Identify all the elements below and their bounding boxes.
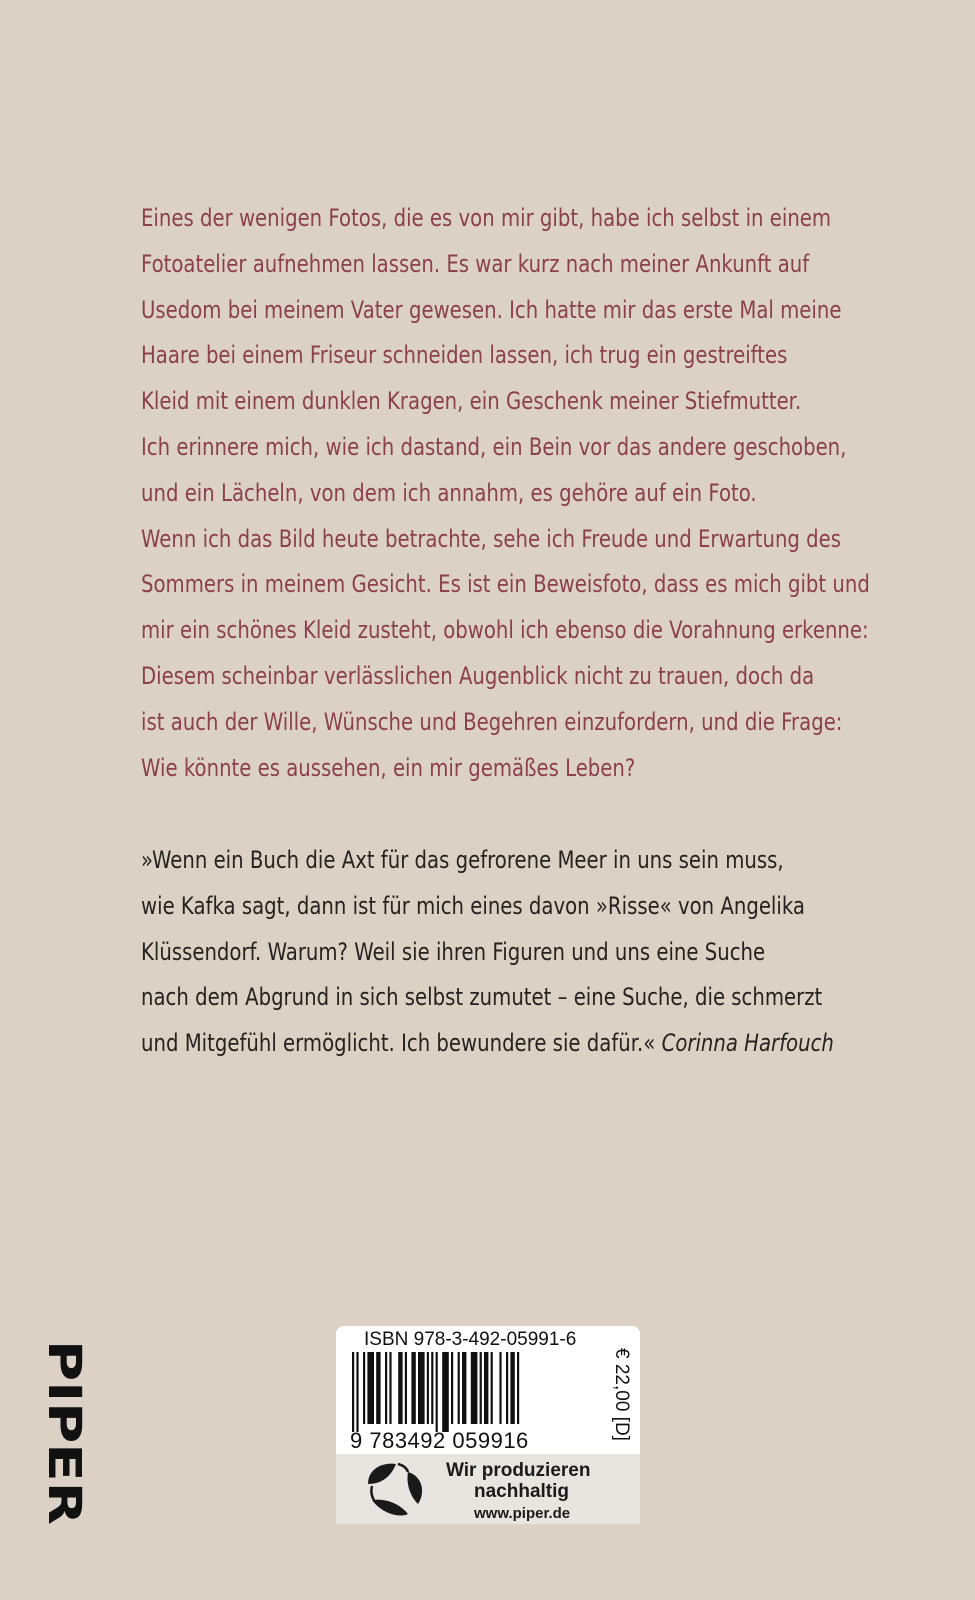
excerpt-line: Wie könnte es aussehen, ein mir gemäßes Leben? — [141, 753, 636, 782]
excerpt-line: Ich erinnere mich, wie ich dastand, ein Bein vor das andere geschoben, — [141, 432, 847, 461]
barcode-bar — [398, 1352, 402, 1424]
quote-line: nach dem Abgrund in sich selbst zumutet – eine Suche, die schmerzt — [141, 983, 823, 1012]
barcode-bar — [376, 1352, 380, 1424]
barcode-bar — [363, 1352, 365, 1424]
eco-slogan-line1: Wir produzieren — [446, 1460, 591, 1481]
leaf-cycle-icon — [362, 1458, 432, 1522]
barcode-bar — [411, 1352, 415, 1424]
blurb-quote — [141, 838, 834, 1067]
excerpt-line: Fotoatelier aufnehmen lassen. Es war kurz nach meiner Ankunft auf — [141, 249, 810, 278]
eco-slogan-line2: nachhaltig — [474, 1481, 570, 1502]
barcode-bar — [510, 1352, 514, 1424]
sustainability-badge — [336, 1454, 640, 1524]
barcode-bar — [385, 1352, 387, 1424]
price-label: € 22,00 [D] — [611, 1348, 632, 1441]
barcode-bar — [418, 1352, 425, 1424]
excerpt-line: und ein Lächeln, von dem ich annahm, es gehöre auf ein Foto. — [141, 478, 757, 507]
barcode-bar — [367, 1352, 374, 1424]
barcode-bar — [352, 1352, 354, 1432]
barcode-bar — [405, 1352, 407, 1424]
barcode-bar — [427, 1352, 429, 1424]
barcode-bar — [458, 1352, 460, 1424]
excerpt-text — [141, 196, 870, 791]
publisher-url: www.piper.de — [474, 1505, 571, 1522]
quote-line-last — [141, 1021, 834, 1067]
barcode-bar — [462, 1352, 466, 1424]
piper-logo-text: PIPER — [38, 1340, 91, 1489]
excerpt-line: Sommers in meinem Gesicht. Es ist ein Beweisfoto, dass es mich gibt und — [141, 570, 870, 599]
quote-line-text: und Mitgefühl ermöglicht. Ich bewundere sie dafür.« — [141, 1029, 656, 1058]
barcode-bar — [431, 1352, 433, 1424]
barcode-bar — [442, 1352, 449, 1432]
barcode-bar — [471, 1352, 478, 1424]
piper-logo — [22, 1340, 91, 1525]
barcode-label — [336, 1326, 640, 1524]
barcode-bar — [356, 1352, 358, 1432]
barcode-bar — [389, 1352, 391, 1424]
excerpt-line: Eines der wenigen Fotos, die es von mir gibt, habe ich selbst in einem — [141, 204, 832, 232]
barcode-bars — [350, 1352, 582, 1432]
excerpt-line: Kleid mit einem dunklen Kragen, ein Geschenk meiner Stiefmutter. — [141, 387, 802, 416]
excerpt-line: mir ein schönes Kleid zusteht, obwohl ich ebenso die Vorahnung erkenne: — [141, 616, 869, 645]
isbn-number: ISBN 978-3-492-05991-6 — [364, 1329, 577, 1350]
quote-line: wie Kafka sagt, dann ist für mich eines davon »Risse« von Angelika — [141, 891, 805, 920]
barcode-bar — [451, 1352, 453, 1424]
barcode-bar — [506, 1352, 508, 1424]
barcode-bar — [436, 1352, 438, 1432]
excerpt-line: Wenn ich das Bild heute betrachte, sehe ich Freude und Erwartung des — [141, 524, 842, 553]
quote-line: »Wenn ein Buch die Axt für das gefrorene Meer in uns sein muss, — [141, 846, 784, 874]
barcode-bar — [480, 1352, 482, 1424]
barcode-bar — [484, 1352, 488, 1424]
ean-digits: 9 783492 059916 — [350, 1428, 529, 1453]
barcode-bar — [491, 1352, 493, 1424]
barcode-bar — [517, 1352, 519, 1424]
quote-line: Klüssendorf. Warum? Weil sie ihren Figuren und uns eine Suche — [141, 937, 766, 966]
quote-author: Corinna Harfouch — [661, 1029, 834, 1058]
barcode-bar — [499, 1352, 501, 1424]
excerpt-line: ist auch der Wille, Wünsche und Begehren einzufordern, und die Frage: — [141, 707, 843, 736]
excerpt-line: Usedom bei meinem Vater gewesen. Ich hatte mir das erste Mal meine — [141, 295, 842, 324]
excerpt-line: Haare bei einem Friseur schneiden lassen, ich trug ein gestreiftes — [141, 341, 788, 370]
excerpt-line: Diesem scheinbar verlässlichen Augenblick nicht zu trauen, doch da — [141, 661, 815, 690]
